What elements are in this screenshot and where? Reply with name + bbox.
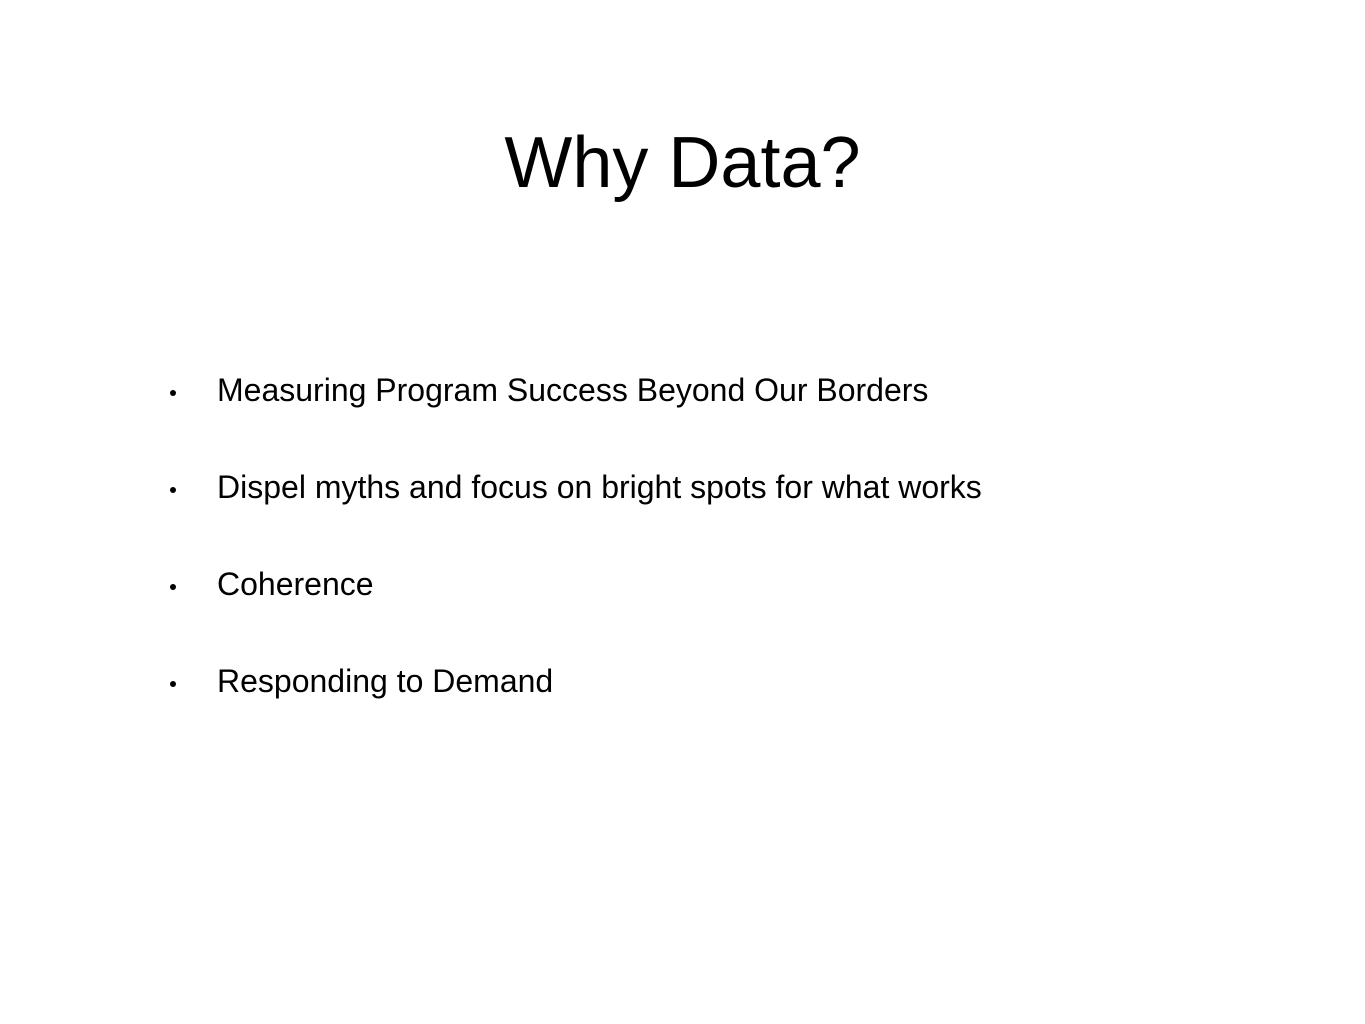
bullet-list: [0, 360, 1365, 748]
bullet-item: [0, 457, 1365, 554]
bullet-icon: [170, 681, 176, 687]
bullet-icon: [170, 390, 176, 396]
bullet-item: [0, 554, 1365, 651]
bullet-text: Dispel myths and focus on bright spots for what works: [217, 469, 982, 505]
bullet-item: [0, 651, 1365, 748]
bullet-text: Measuring Program Success Beyond Our Borders: [217, 372, 929, 408]
bullet-text: Coherence: [217, 566, 374, 602]
bullet-item: [0, 360, 1365, 457]
bullet-text: Responding to Demand: [217, 663, 554, 699]
slide-title: Why Data?: [504, 123, 861, 203]
bullet-icon: [170, 487, 176, 493]
bullet-icon: [170, 584, 176, 590]
